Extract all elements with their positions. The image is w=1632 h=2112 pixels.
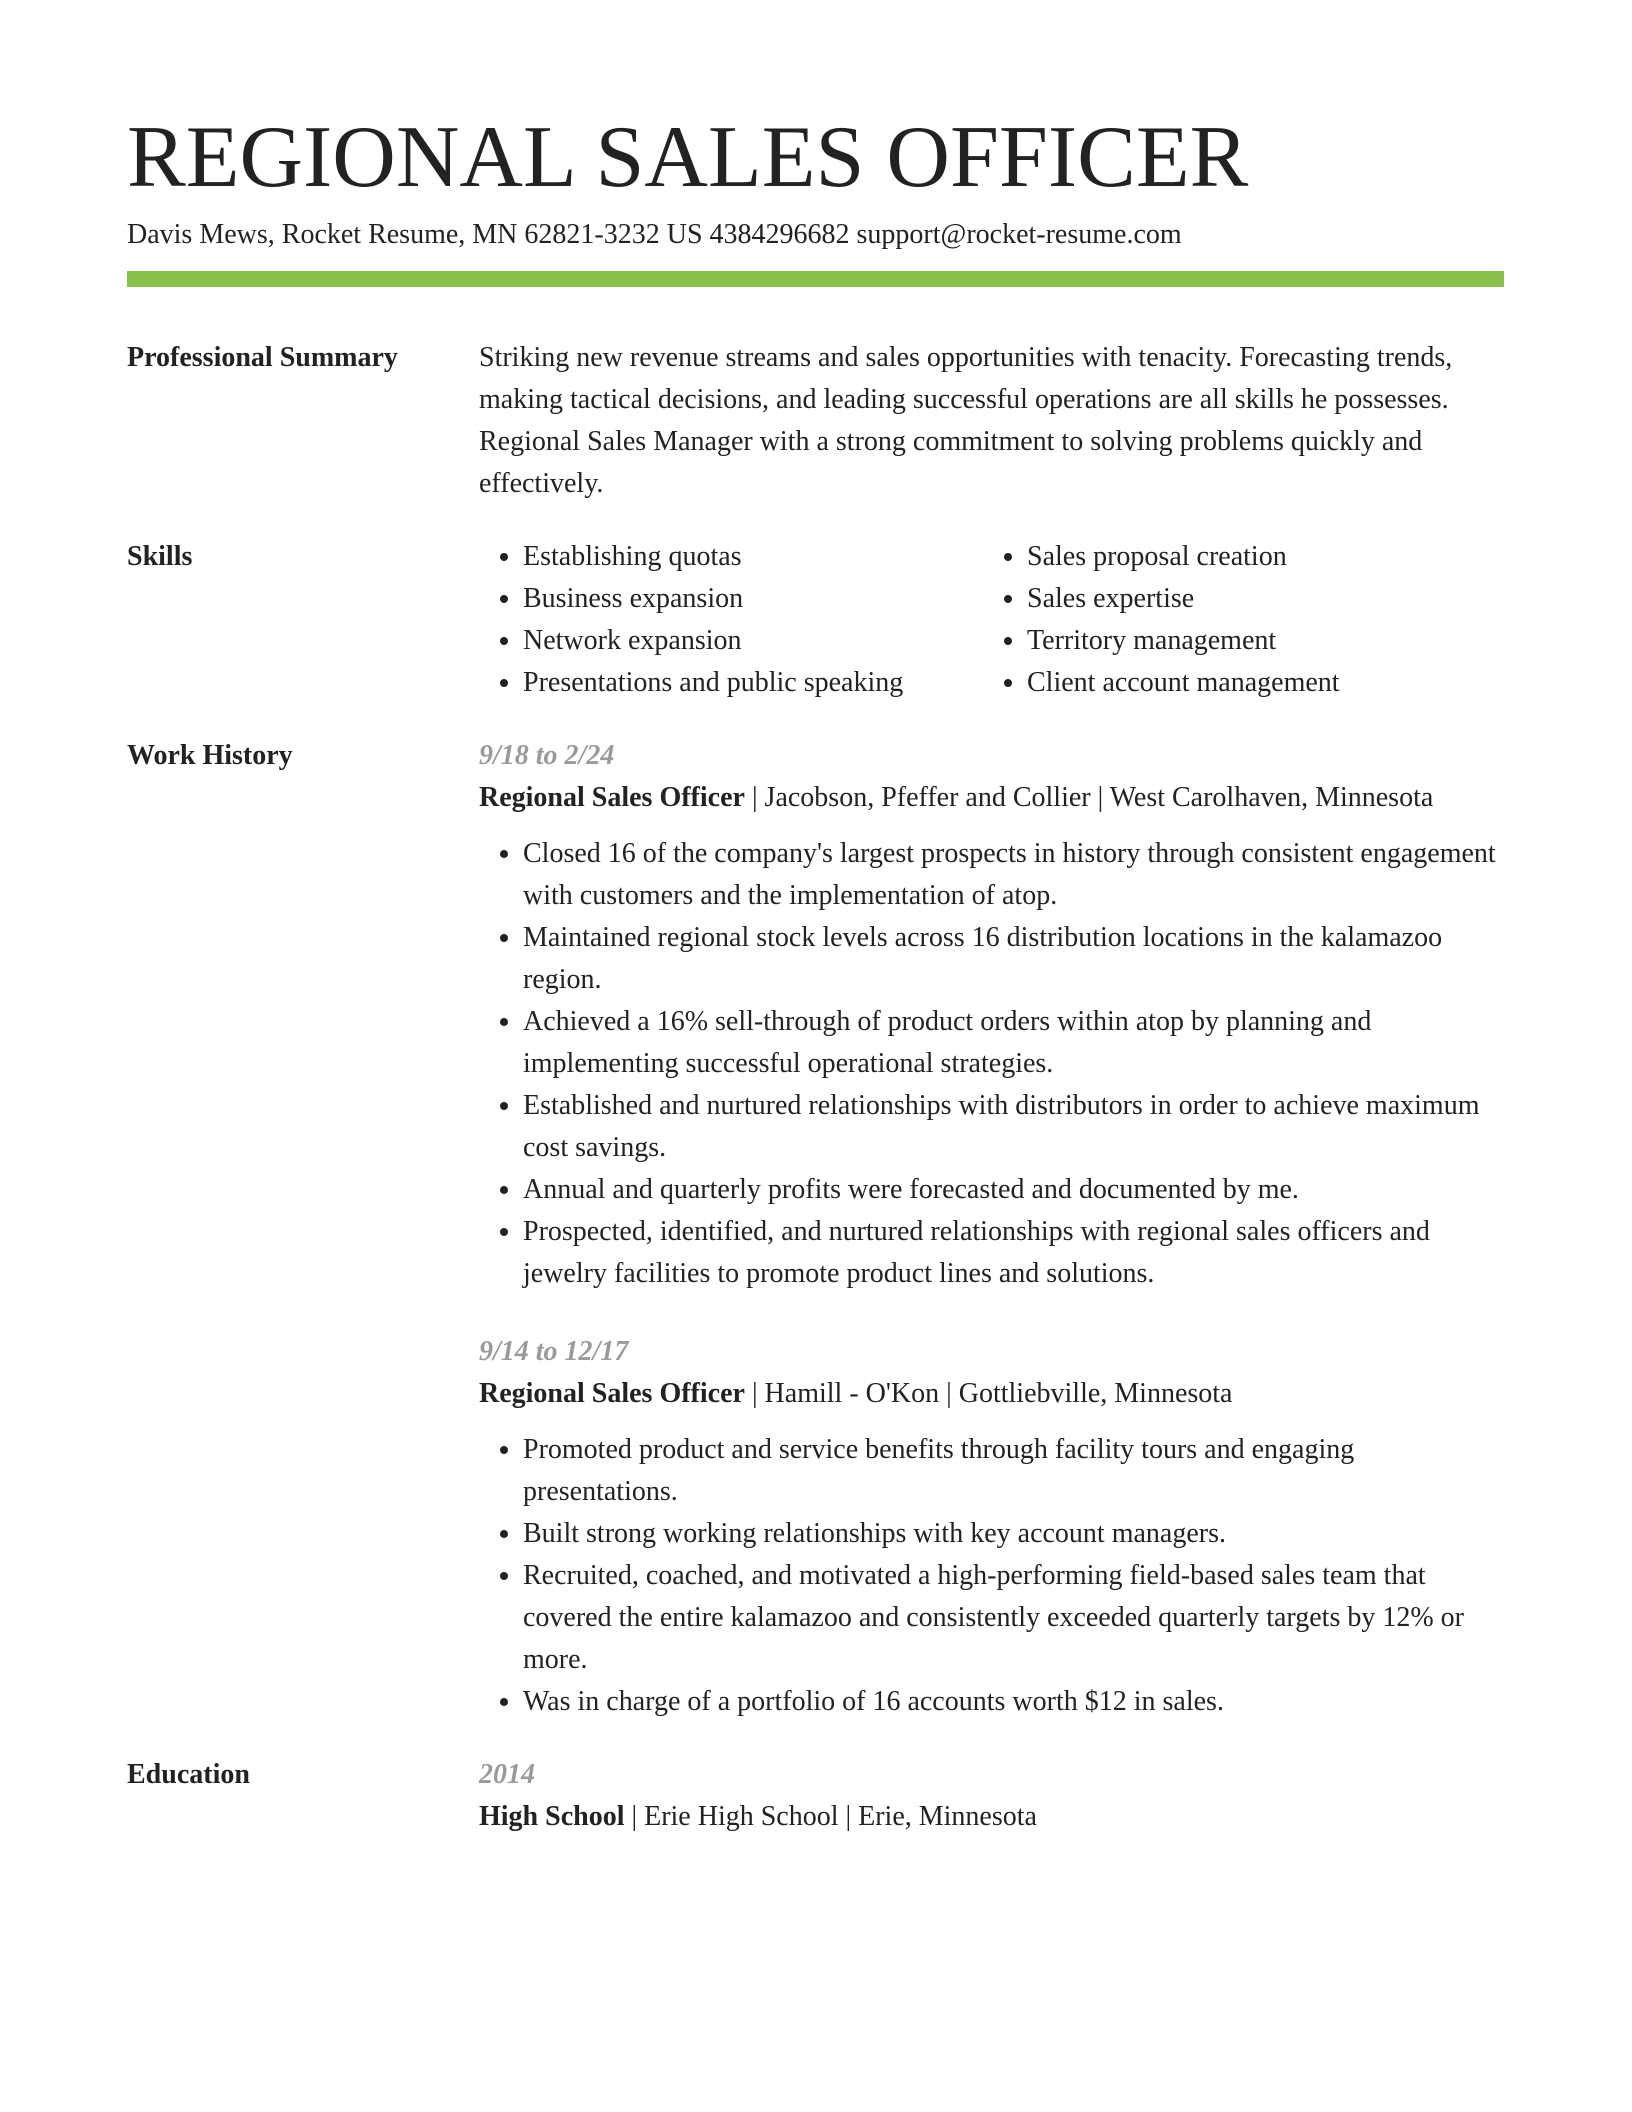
job-dates: 9/14 to 12/17 [479, 1336, 629, 1368]
job-role-line [479, 1373, 1504, 1415]
skill-item: • Presentations and public speaking [523, 662, 983, 704]
job-details: | Jacobson, Pfeffer and Collier | West Carolhaven, Minnesota [744, 782, 1434, 814]
summary-section [127, 337, 1504, 505]
job-bullet: • Promoted product and service benefits through facility tours and engaging presentations. [523, 1429, 1504, 1513]
skill-item: • Client account management [1027, 662, 1487, 704]
education-title: Education [127, 1759, 250, 1791]
job-role-line [479, 777, 1504, 819]
skills-columns [479, 536, 1504, 704]
contact-line [127, 217, 1504, 253]
skill-item: • Territory management [1027, 620, 1487, 662]
work-section [127, 735, 1504, 1723]
resume-page [127, 110, 1504, 1838]
summary-title: Professional Summary [127, 342, 398, 374]
job-details: | Hamill - O'Kon | Gottliebville, Minnesota [744, 1378, 1233, 1410]
job-bullet: • Was in charge of a portfolio of 16 accounts worth $12 in sales. [523, 1681, 1504, 1723]
skill-item: • Business expansion [523, 578, 983, 620]
skills-title: Skills [127, 541, 193, 573]
job-role: Regional Sales Officer [479, 782, 745, 814]
skill-item: • Sales proposal creation [1027, 536, 1487, 578]
job-bullet: • Maintained regional stock levels across 16 distribution locations in the kalamazoo region. [523, 917, 1504, 1001]
job-bullets [479, 833, 1504, 1295]
contact-email: support@rocket-resume.com [856, 218, 1182, 250]
contact-address: Davis Mews, Rocket Resume, MN 62821-3232 US [127, 218, 703, 250]
resume-name: REGIONAL SALES OFFICER [127, 109, 1249, 206]
skill-item: • Establishing quotas [523, 536, 983, 578]
job-role: Regional Sales Officer [479, 1378, 745, 1410]
summary-text: Striking new revenue streams and sales opportunities with tenacity. Forecasting trends, making tactical decisions, and leading successful operations are all skills he possesses. Regional Sales Manager with a strong commitment to solving problems quickly and effectively. [479, 342, 1453, 500]
job-bullet: • Prospected, identified, and nurtured relationships with regional sales officers and jewelry facilities to promote product lines and solutions. [523, 1211, 1504, 1295]
skill-item: • Sales expertise [1027, 578, 1487, 620]
job-bullet: • Recruited, coached, and motivated a high-performing field-based sales team that covered the entire kalamazoo and consistently exceeded quarterly targets by 12% or more. [523, 1555, 1504, 1681]
header-divider [127, 271, 1504, 287]
education-details: | Erie High School | Erie, Minnesota [624, 1801, 1037, 1833]
job-bullet: • Built strong working relationships with key account managers. [523, 1513, 1504, 1555]
skills-list-right [983, 536, 1487, 704]
skills-list-left [479, 536, 983, 704]
job-bullet: • Established and nurtured relationships with distributors in order to achieve maximum cost savings. [523, 1085, 1504, 1169]
education-section [127, 1754, 1504, 1838]
job-bullets [479, 1429, 1504, 1723]
job-entry [479, 1331, 1504, 1723]
job-dates: 9/18 to 2/24 [479, 740, 615, 772]
skill-item: • Network expansion [523, 620, 983, 662]
job-bullet: • Closed 16 of the company's largest prospects in history through consistent engagement with customers and the implementation of atop. [523, 833, 1504, 917]
education-year: 2014 [479, 1759, 535, 1791]
work-title: Work History [127, 740, 293, 772]
job-bullet: • Annual and quarterly profits were forecasted and documented by me. [523, 1169, 1504, 1211]
education-line [479, 1796, 1504, 1838]
contact-phone: 4384296682 [709, 218, 850, 250]
skills-section [127, 536, 1504, 704]
job-bullet: • Achieved a 16% sell-through of product orders within atop by planning and implementing successful operational strategies. [523, 1001, 1504, 1085]
education-degree: High School [479, 1801, 625, 1833]
job-entry [479, 735, 1504, 1295]
